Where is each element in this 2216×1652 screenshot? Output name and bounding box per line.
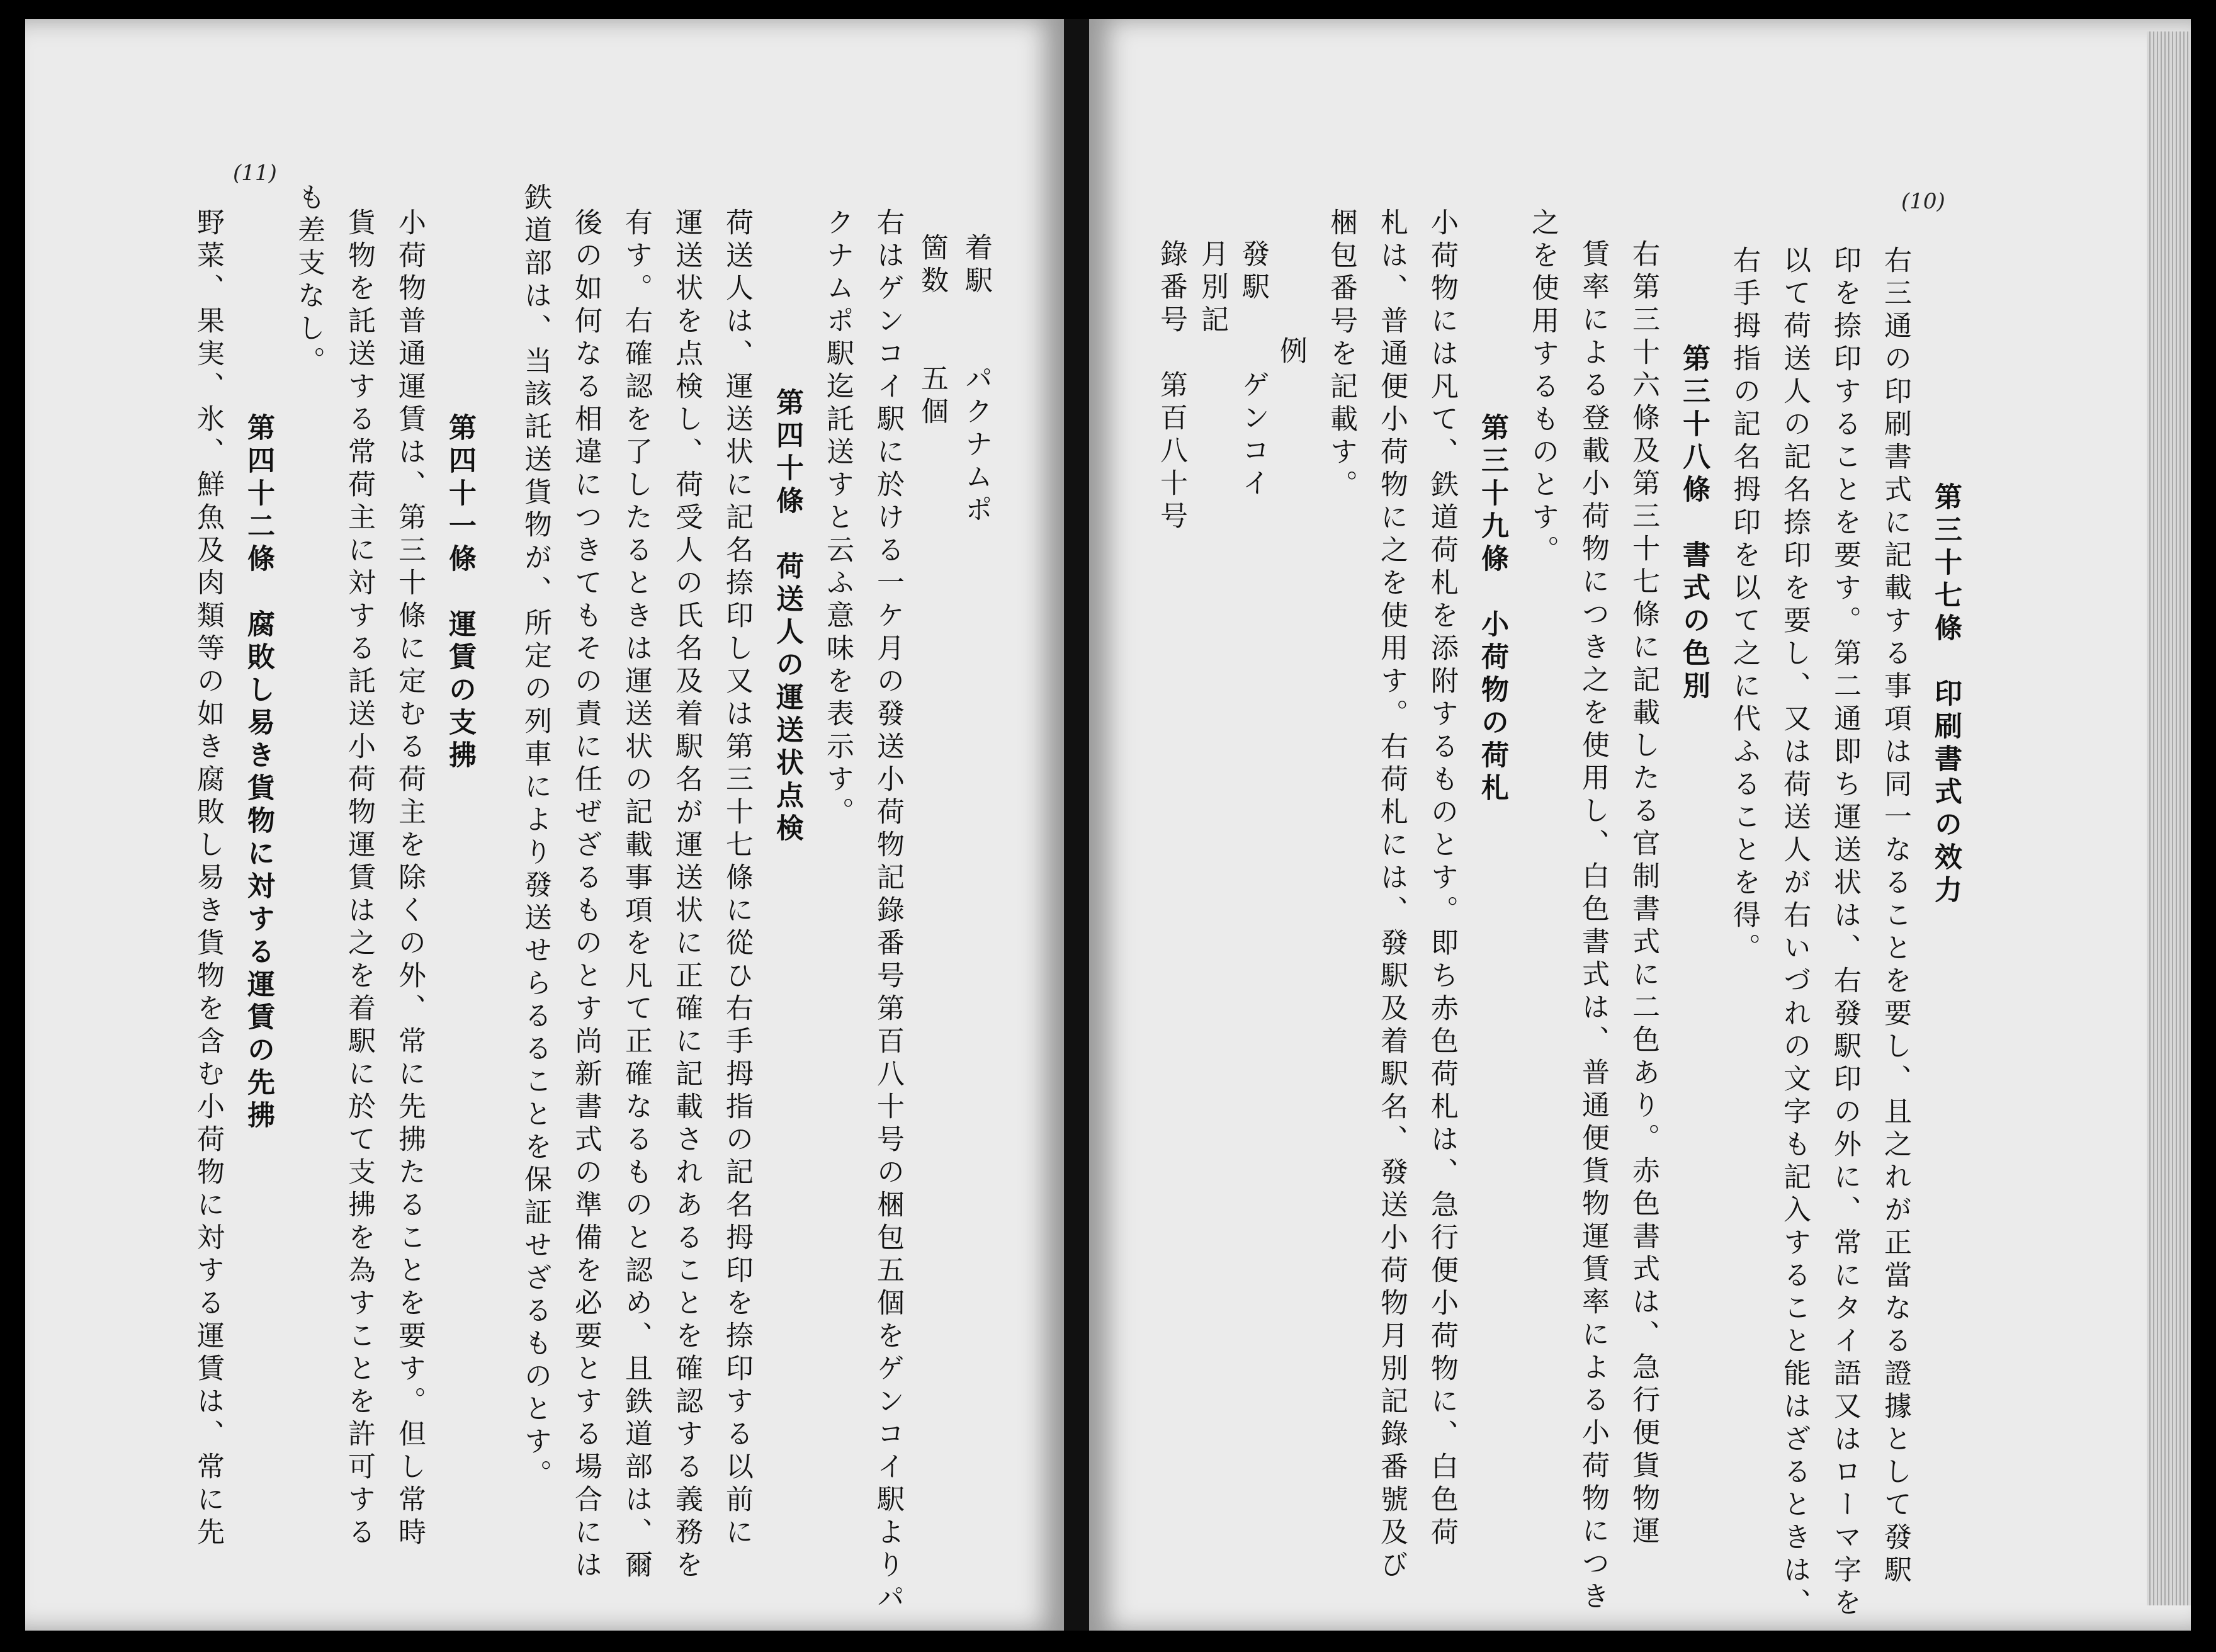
text-column: クナムポ駅迄託送すと云ふ意味を表示す。 bbox=[822, 208, 854, 830]
text-column: 鉄道部は、当該託送貨物が、所定の列車により發送せらるることを保証せざるものとす。 bbox=[519, 183, 551, 1492]
article-42-heading: 第四十二條 腐敗し易き貨物に対する運賃の先拂 bbox=[242, 315, 274, 1133]
text-column: 之を使用するものとす。 bbox=[1527, 208, 1559, 568]
text-column: 右第三十六條及第三十七條に記載したる官制書式に二色あり。赤色書式は、急行便貨物運 bbox=[1627, 239, 1659, 1549]
right-page-number: (10) bbox=[1901, 189, 1945, 214]
text-column: 札は、普通便小荷物に之を使用す。右荷札には、發駅及着駅名、發送小荷物月別記錄番號及び bbox=[1376, 208, 1408, 1583]
text-column: 右はゲンコイ駅に於ける一ケ月の發送小荷物記錄番号第百八十号の梱包五個をゲンコイ駅よりパ bbox=[872, 208, 904, 1615]
text-column: 小荷物には凡て、鉄道荷札を添附するものとす。即ち赤色荷札は、急行便小荷物に、白色荷 bbox=[1426, 208, 1458, 1550]
page-edges bbox=[2147, 31, 2191, 1605]
text-column: も差支なし。 bbox=[293, 183, 325, 379]
article-40-heading: 第四十條 荷送人の運送状点検 bbox=[771, 290, 803, 846]
text-column: 賃率による登載小荷物につき之を使用し、白色書式は、普通便貨物運賃率による小荷物につき bbox=[1577, 239, 1609, 1614]
text-column: 右三通の印刷書式に記載する事項は同一なることを要し、且之れが正當なる證據として發駅 bbox=[1879, 246, 1911, 1588]
article-39-heading: 第三十九條 小荷物の荷札 bbox=[1476, 315, 1508, 806]
text-column: 荷送人は、運送状に記名捺印し又は第三十七條に從ひ右手拇指の記名拇印を捺印する以前に bbox=[721, 208, 753, 1550]
text-column: 野菜、果実、氷、鮮魚及肉類等の如き腐敗し易き貨物を含む小荷物に対する運賃は、常に先 bbox=[192, 208, 224, 1550]
text-column: 貨物を託送する常荷主に対する託送小荷物運賃は之を着駅に於て支拂を為すことを許可する bbox=[343, 208, 375, 1550]
example-line: 錄番号 第百八十号 bbox=[1155, 239, 1187, 534]
article-37-heading: 第三十七條 印刷書式の效力 bbox=[1930, 384, 1962, 908]
text-column: 運送状を点検し、荷受人の氏名及着駅名が運送状に正確に記載されあることを確認する義務を bbox=[670, 208, 703, 1583]
text-column: 小荷物普通運賃は、第三十條に定むる荷主を除くの外、常に先拂たることを要す。但し常時 bbox=[393, 208, 426, 1550]
example-label: 例 bbox=[1275, 271, 1307, 369]
text-column: 有す。右確認を了したるときは運送状の記載事項を凡て正確なるものと認め、且鉄道部は、爾 bbox=[620, 208, 652, 1583]
text-column: 梱包番号を記載す。 bbox=[1325, 208, 1357, 502]
text-column: 印を捺印することを要す。第二通即ち運送状は、右發駅印の外に、常にタイ語又はローマ字を bbox=[1829, 246, 1861, 1621]
text-column: 以て荷送人の記名捺印を要し、又は荷送人が右いづれの文字も記入すること能はざるときは、 bbox=[1778, 246, 1811, 1621]
example-line: 箇数 五個 bbox=[916, 233, 948, 429]
example-line: 月別記 bbox=[1196, 239, 1228, 337]
example-line: 發駅 ゲンコイ bbox=[1237, 239, 1269, 501]
book-gutter bbox=[1064, 19, 1089, 1631]
text-column: 後の如何なる相違につきてもその責に任ぜざるものとす尚新書式の準備を必要とする場合には bbox=[570, 208, 602, 1583]
article-41-heading: 第四十一條 運賃の支拂 bbox=[444, 315, 476, 773]
article-38-heading: 第三十八條 書式の色別 bbox=[1678, 246, 1710, 704]
left-page-number: (11) bbox=[233, 161, 277, 186]
text-column: 右手拇指の記名拇印を以て之に代ふることを得。 bbox=[1728, 246, 1760, 966]
example-line: 着駅 パクナムポ bbox=[960, 233, 992, 528]
